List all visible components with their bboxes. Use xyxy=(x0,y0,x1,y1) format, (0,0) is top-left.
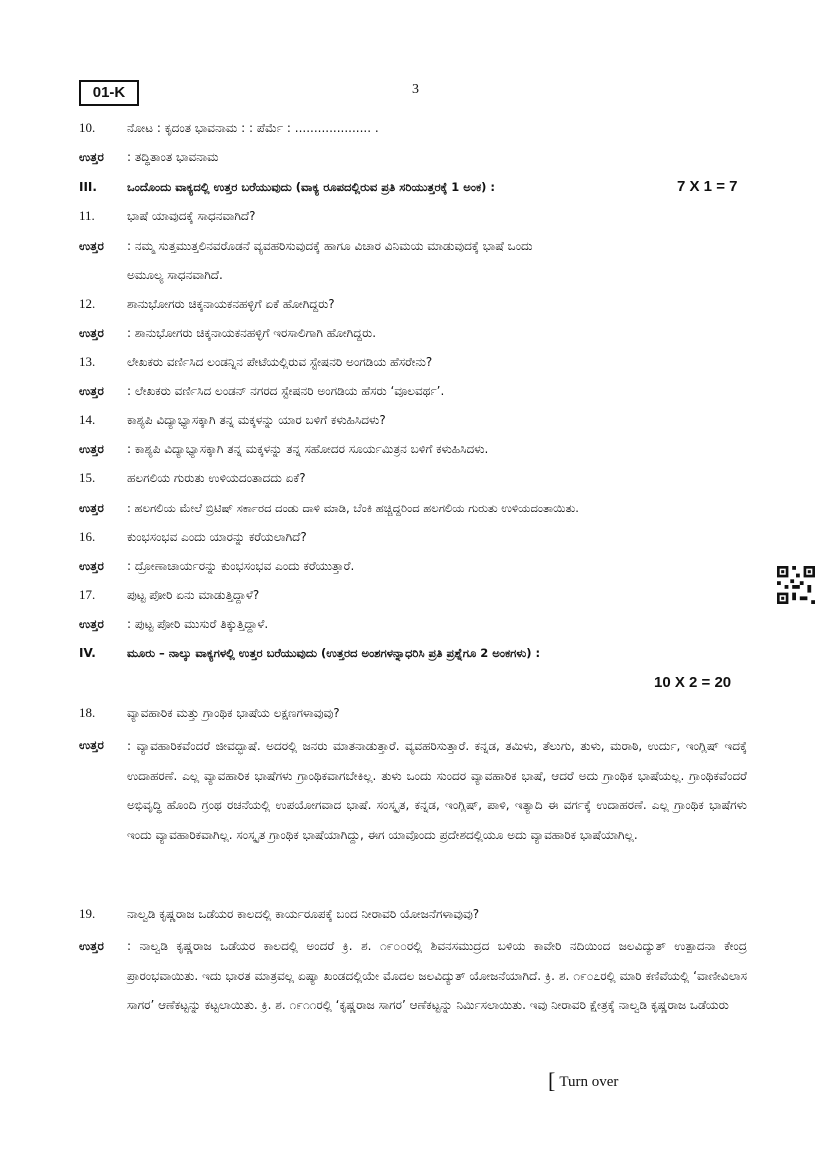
section-number: III. xyxy=(79,180,97,194)
item-label: 10. xyxy=(79,120,96,135)
item-label: 12. xyxy=(79,296,96,311)
item-label: 17. xyxy=(79,587,96,602)
item-text: ಲೇಖಕರು ವರ್ಣಿಸಿದ ಲಂಡನ್ನಿನ ಪೇಟೆಯಲ್ಲಿರುವ ಸ್ಟೇಷನರಿ ಅಂಗಡಿಯ ಹೆಸರೇನು? xyxy=(127,355,433,369)
answer-label: ಉತ್ತರ xyxy=(79,738,104,752)
item-label: ಉತ್ತರ xyxy=(79,150,104,164)
page-number: 3 xyxy=(412,82,419,97)
item-text: ಭಾಷೆ ಯಾವುದಕ್ಕೆ ಸಾಧನವಾಗಿದೆ? xyxy=(127,209,256,223)
section-marks: 10 X 2 = 20 xyxy=(654,674,732,691)
item-text: : ಪುಟ್ಟ ಪೋರಿ ಮುಸುರೆ ತಿಕ್ಕುತ್ತಿದ್ದಾಳೆ. xyxy=(127,617,269,631)
qr-code-icon xyxy=(777,566,815,604)
item-label: ಉತ್ತರ xyxy=(79,617,104,631)
item-text: : ನಮ್ಮ ಸುತ್ತಮುತ್ತಲಿನವರೊಡನೆ ವ್ಯವಹರಿಸುವುದಕ್ಕೆ ಹಾಗೂ ವಿಚಾರ ವಿನಿಮಯ ಮಾಡುವುದಕ್ಕೆ ಭಾಷೆ ಒಂದು xyxy=(127,239,533,253)
item-text: : ಕಾಶ್ಯಪಿ ವಿದ್ಯಾಭ್ಯಾಸಕ್ಕಾಗಿ ತನ್ನ ಮಕ್ಕಳನ್ನು ತನ್ನ ಸಹೋದರ ಸೂರ್ಯಮಿತ್ರನ ಬಳಿಗೆ ಕಳುಹಿಸಿದಳು. xyxy=(127,442,489,456)
item-label: ಉತ್ತರ xyxy=(79,239,104,253)
section-marks: 7 X 1 = 7 xyxy=(677,178,738,195)
item-text: : ತದ್ಧಿತಾಂತ ಭಾವನಾಮ xyxy=(127,150,219,164)
answer-label: ಉತ್ತರ xyxy=(79,939,104,953)
item-text: : ಶಾನುಭೋಗರು ಚಿಕ್ಕನಾಯಕನಹಳ್ಳಿಗೆ ಇರಸಾಲಿಗಾಗಿ ಹೋಗಿದ್ದರು. xyxy=(127,326,377,340)
paper-code: 01-K xyxy=(79,80,139,106)
item-label: 15. xyxy=(79,470,96,485)
item-text: : ಲೇಖಕರು ವರ್ಣಿಸಿದ ಲಂಡನ್ ನಗರದ ಸ್ಟೇಷನರಿ ಅಂಗಡಿಯ ಹೆಸರು ‘ವೂಲವರ್ಥ’. xyxy=(127,384,445,398)
item-label: 16. xyxy=(79,529,96,544)
item-label: ಉತ್ತರ xyxy=(79,384,104,398)
item-label: 14. xyxy=(79,412,96,427)
item-text: ಹಲಗಲಿಯ ಗುರುತು ಉಳಿಯದಂತಾದದು ಏಕೆ? xyxy=(127,471,306,485)
item-text: ಪುಟ್ಟ ಪೋರಿ ಏನು ಮಾಡುತ್ತಿದ್ದಾಳೆ? xyxy=(127,588,260,602)
section-instruction: ಮೂರು – ನಾಲ್ಕು ವಾಕ್ಯಗಳಲ್ಲಿ ಉತ್ತರ ಬರೆಯುವುದು (ಉತ್ತರದ ಅಂಶಗಳನ್ನಾಧರಿಸಿ ಪ್ರತಿ ಪ್ರಶ್ನೆಗೂ 2 ಅಂಕಗಳು) : xyxy=(127,646,541,660)
item-text: : ಹಲಗಲಿಯ ಮೇಲೆ ಬ್ರಿಟಿಷ್ ಸರ್ಕಾರದ ದಂಡು ದಾಳಿ ಮಾಡಿ, ಬೆಂಕಿ ಹಚ್ಚಿದ್ದರಿಂದ ಹಲಗಲಿಯ ಗುರುತು ಉಳಿಯದಂತಾಯಿತು. xyxy=(127,501,579,515)
item-text: ವ್ಯಾವಹಾರಿಕ ಮತ್ತು ಗ್ರಾಂಥಿಕ ಭಾಷೆಯ ಲಕ್ಷಣಗಳಾವುವು? xyxy=(127,706,340,720)
item-label: ಉತ್ತರ xyxy=(79,442,104,456)
answer-paragraph: : ವ್ಯಾವಹಾರಿಕವೆಂದರೆ ಜೀವದ್ಭಾಷೆ. ಅದರಲ್ಲಿ ಜನರು ಮಾತನಾಡುತ್ತಾರೆ. ವ್ಯವಹರಿಸುತ್ತಾರೆ. ಕನ್ನಡ, ತಮಿಳು, ತೆಲುಗು, ತುಳು, ಮರಾಠಿ, ಉರ್ದು, ಇಂಗ್ಲಿಷ್ ಇದಕ್ಕೆ ಉದಾಹರಣೆ. ಎಲ್ಲ ವ್ಯಾವಹಾರಿಕ ಭಾಷೆಗಳು ಗ್ರಾಂಥಿಕವಾಗಬೇಕಿಲ್ಲ. ತುಳು ಒಂದು ಸುಂದರ ವ್ಯಾವಹಾರಿಕ ಭಾಷೆ, ಆದರೆ ಅದು ಗ್ರಾಂಥಿಕ ಭಾಷೆಯಲ್ಲ. ಗ್ರಾಂಥಿಕವೆಂದರೆ ಅಭಿವೃದ್ಧಿ ಹೊಂದಿ ಗ್ರಂಥ ರಚನೆಯಲ್ಲಿ ಉಪಯೋಗವಾದ ಭಾಷೆ. ಸಂಸ್ಕೃತ, ಕನ್ನಡ, ಇಂಗ್ಲಿಷ್, ಪಾಳಿ, ಇತ್ಯಾದಿ ಈ ವರ್ಗಕ್ಕೆ ಉದಾಹರಣೆ. ಎಲ್ಲ ಗ್ರಾಂಥಿಕ ಭಾಷೆಗಳು ಇಂದು ವ್ಯಾವಹಾರಿಕವಾಗಿಲ್ಲ. ಸಂಸ್ಕೃತ ಗ್ರಾಂಥಿಕ ಭಾಷೆಯಾಗಿದ್ದು, ಈಗ ಯಾವೊಂದು ಪ್ರದೇಶದಲ್ಲಿಯೂ ಅದು ವ್ಯಾವಹಾರಿಕ ಭಾಷೆಯಾಗಿಲ್ಲ. xyxy=(127,739,747,842)
item-text: ನೋಟ : ಕೃದಂತ ಭಾವನಾಮ : : ಪೆರ್ಮೆ : .................... . xyxy=(127,121,379,135)
item-label: ಉತ್ತರ xyxy=(79,501,104,515)
item-text: ನಾಲ್ವಡಿ ಕೃಷ್ಣರಾಜ ಒಡೆಯರ ಕಾಲದಲ್ಲಿ ಕಾರ್ಯರೂಪಕ್ಕೆ ಬಂದ ನೀರಾವರಿ ಯೋಜನೆಗಳಾವುವು? xyxy=(127,907,480,921)
item-text: ಅಮೂಲ್ಯ ಸಾಧನವಾಗಿದೆ. xyxy=(127,268,223,282)
item-text: ಕಾಶ್ಯಪಿ ವಿದ್ಯಾಭ್ಯಾಸಕ್ಕಾಗಿ ತನ್ನ ಮಕ್ಕಳನ್ನು ಯಾರ ಬಳಿಗೆ ಕಳುಹಿಸಿದಳು? xyxy=(127,413,386,427)
item-text: ಕುಂಭಸಂಭವ ಎಂದು ಯಾರನ್ನು ಕರೆಯಲಾಗಿದೆ? xyxy=(127,530,307,544)
answer-paragraph: : ನಾಲ್ವಡಿ ಕೃಷ್ಣರಾಜ ಒಡೆಯರ ಕಾಲದಲ್ಲಿ ಅಂದರೆ ಕ್ರಿ. ಶ. ೧೯೦೦ರಲ್ಲಿ ಶಿವನಸಮುದ್ರದ ಬಳಿಯ ಕಾವೇರಿ ನದಿಯಿಂದ ಜಲವಿದ್ಯುತ್ ಉತ್ಪಾದನಾ ಕೇಂದ್ರ ಪ್ರಾರಂಭವಾಯಿತು. ಇದು ಭಾರತ ಮಾತ್ರವಲ್ಲ ಏಷ್ಯಾ ಖಂಡದಲ್ಲಿಯೇ ಮೊದಲ ಜಲವಿದ್ಯುತ್ ಯೋಜನೆಯಾಗಿದೆ. ಕ್ರಿ. ಶ. ೧೯೦೭ರಲ್ಲಿ ಮಾರಿ ಕಣಿವೆಯಲ್ಲಿ ‘ವಾಣೀವಿಲಾಸ ಸಾಗರ’ ಆಣೆಕಟ್ಟನ್ನು ಕಟ್ಟಲಾಯಿತು. ಕ್ರಿ. ಶ. ೧೯೧೧ರಲ್ಲಿ ‘ಕೃಷ್ಣರಾಜ ಸಾಗರ’ ಆಣೆಕಟ್ಟನ್ನು ನಿರ್ಮಿಸಲಾಯಿತು. ಇವು ನೀರಾವರಿ ಕ್ಷೇತ್ರಕ್ಕೆ ನಾಲ್ವಡಿ ಕೃಷ್ಣರಾಜ ಒಡೆಯರು xyxy=(127,939,747,1012)
item-label: ಉತ್ತರ xyxy=(79,326,104,340)
item-label: 13. xyxy=(79,354,96,369)
item-text: : ದ್ರೋಣಾಚಾರ್ಯರನ್ನು ಕುಂಭಸಂಭವ ಎಂದು ಕರೆಯುತ್ತಾರೆ. xyxy=(127,559,355,573)
turn-over-label: [ Turn over xyxy=(548,1068,619,1093)
item-label: 19. xyxy=(79,906,96,921)
item-label: 18. xyxy=(79,705,96,720)
item-label: ಉತ್ತರ xyxy=(79,559,104,573)
item-text: ಶಾನುಭೋಗರು ಚಿಕ್ಕನಾಯಕನಹಳ್ಳಿಗೆ ಏಕೆ ಹೋಗಿದ್ದರು? xyxy=(127,297,335,311)
section-instruction: ಒಂದೊಂದು ವಾಕ್ಯದಲ್ಲಿ ಉತ್ತರ ಬರೆಯುವುದು (ವಾಕ್ಯ ರೂಪದಲ್ಲಿರುವ ಪ್ರತಿ ಸರಿಯುತ್ತರಕ್ಕೆ 1 ಅಂಕ) : xyxy=(127,180,495,194)
item-label: 11. xyxy=(79,208,95,223)
section-number: IV. xyxy=(79,646,96,660)
turn-over-text: Turn over xyxy=(559,1074,619,1090)
